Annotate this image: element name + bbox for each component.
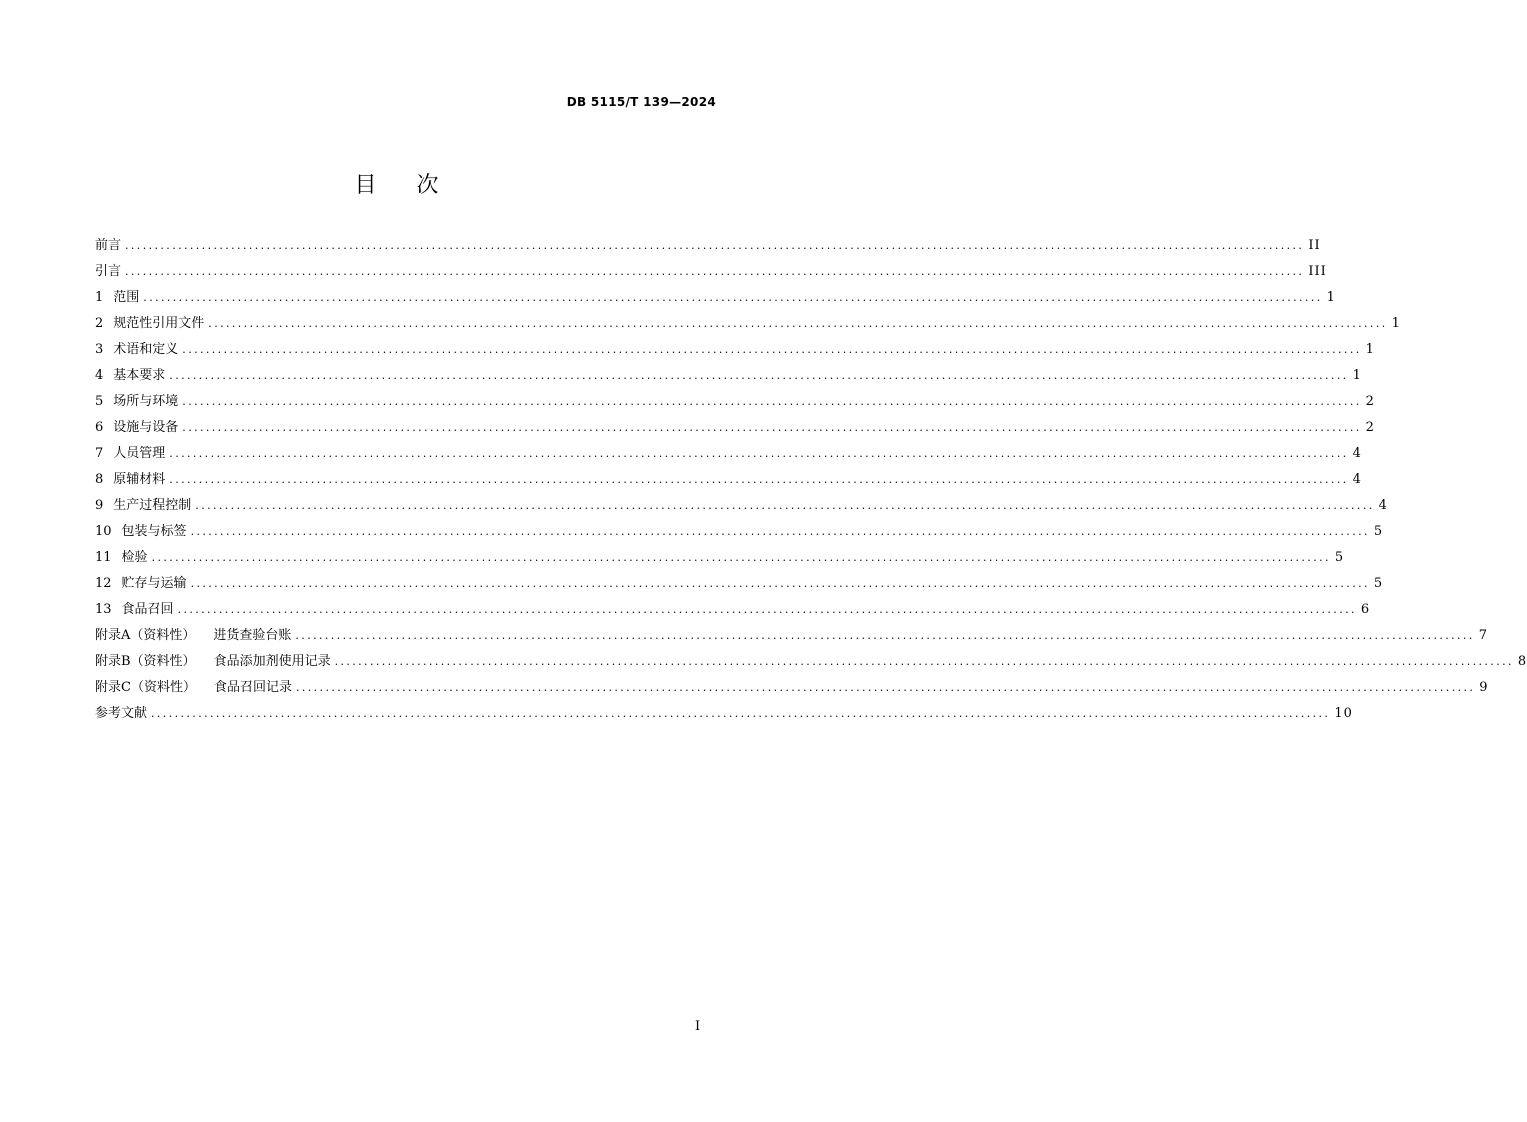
toc-entry-number: 12 xyxy=(95,576,112,591)
toc-entry-number: 6 xyxy=(95,420,104,435)
toc-entry-label xyxy=(95,675,292,701)
toc-entry-label xyxy=(95,337,178,363)
toc-entry-number: 7 xyxy=(95,446,104,461)
toc-entry-title: 术语和定义 xyxy=(113,342,179,357)
toc-entry-page: 6 xyxy=(1360,602,1371,617)
title-part-1: 目 xyxy=(354,173,377,198)
toc-entry-page: 7 xyxy=(1478,628,1489,643)
toc-entry-title: 基本要求 xyxy=(113,368,166,383)
toc-entry-page: 1 xyxy=(1326,290,1336,305)
toc-entry-label xyxy=(95,623,291,649)
toc-entry-page: 10 xyxy=(1334,706,1353,721)
toc-dot-leader: ........................................................................................................................................................................................................ xyxy=(151,707,1331,720)
toc-entry-subtitle: 食品添加剂使用记录 xyxy=(213,654,331,669)
document-code: DB 5115/T 139—2024 xyxy=(566,95,716,109)
toc-dot-leader: ........................................................................................................................................................................................................ xyxy=(182,421,1362,434)
toc-entry-label xyxy=(95,597,174,623)
toc-entry[interactable] xyxy=(95,285,1336,311)
toc-entry-title: 贮存与运输 xyxy=(121,576,187,591)
toc-dot-leader: ........................................................................................................................................................................................................ xyxy=(169,473,1349,486)
toc-entry[interactable] xyxy=(95,467,1362,493)
toc-entry-number: 5 xyxy=(95,394,104,409)
toc-entry[interactable] xyxy=(95,233,1321,259)
toc-entry-label xyxy=(95,519,187,545)
toc-entry[interactable] xyxy=(95,675,1489,701)
toc-entry-number: 3 xyxy=(95,342,104,357)
toc-entry[interactable] xyxy=(95,415,1375,441)
toc-entry[interactable] xyxy=(95,259,1327,285)
toc-dot-leader: ........................................................................................................................................................................................................ xyxy=(190,525,1370,538)
toc-entry-page: 1 xyxy=(1391,316,1401,331)
toc-entry-label xyxy=(95,285,139,311)
toc-entry-number: 13 xyxy=(95,602,112,617)
toc-entry-title: 引言 xyxy=(95,264,122,279)
toc-entry[interactable] xyxy=(95,337,1375,363)
toc-entry[interactable] xyxy=(95,649,1527,675)
toc-entry-label xyxy=(95,389,178,415)
toc-entry-label xyxy=(95,259,121,285)
toc-entry-number: 9 xyxy=(95,498,104,513)
toc-entry-page: 4 xyxy=(1352,472,1362,487)
toc-dot-leader: ........................................................................................................................................................................................................ xyxy=(295,681,1476,694)
toc-entry-page: 1 xyxy=(1365,342,1375,357)
toc-entry-title: 附录B（资料性） xyxy=(95,654,196,669)
toc-entry-number: 2 xyxy=(95,316,104,331)
toc-entry[interactable] xyxy=(95,519,1384,545)
toc-entry-title: 人员管理 xyxy=(113,446,166,461)
toc-dot-leader: ........................................................................................................................................................................................................ xyxy=(125,265,1305,278)
toc-dot-leader: ........................................................................................................................................................................................................ xyxy=(177,603,1357,616)
toc-entry[interactable] xyxy=(95,571,1384,597)
toc-entry-label xyxy=(95,649,331,675)
toc-entry-page: 9 xyxy=(1479,680,1489,695)
toc-entry-page: 2 xyxy=(1365,420,1375,435)
toc-entry[interactable] xyxy=(95,623,1489,649)
toc-entry-page: III xyxy=(1308,264,1327,279)
toc-entry[interactable] xyxy=(95,441,1362,467)
toc-entry-number: 1 xyxy=(95,290,104,305)
toc-entry-page: 8 xyxy=(1517,654,1527,669)
toc-entry-page: 5 xyxy=(1373,576,1384,591)
toc-entry-title: 原辅材料 xyxy=(113,472,166,487)
toc-entry-number: 8 xyxy=(95,472,104,487)
toc-entry-title: 范围 xyxy=(113,290,140,305)
toc-entry-subtitle: 进货查验台账 xyxy=(213,628,292,643)
toc-dot-leader: ........................................................................................................................................................................................................ xyxy=(151,551,1331,564)
page-number: I xyxy=(695,1019,701,1034)
toc-entry[interactable] xyxy=(95,545,1345,571)
toc-dot-leader: ........................................................................................................................................................................................................ xyxy=(143,291,1323,304)
toc-entry[interactable] xyxy=(95,311,1401,337)
toc-dot-leader: ........................................................................................................................................................................................................ xyxy=(125,239,1305,252)
toc-dot-leader: ........................................................................................................................................................................................................ xyxy=(208,317,1388,330)
toc-dot-leader: ........................................................................................................................................................................................................ xyxy=(334,655,1514,668)
toc-entry-label xyxy=(95,363,165,389)
toc-entry-title: 前言 xyxy=(95,238,122,253)
toc-entry-title: 规范性引用文件 xyxy=(113,316,205,331)
toc-entry-page: 5 xyxy=(1373,524,1384,539)
toc-entry-label xyxy=(95,467,165,493)
toc-entry-label xyxy=(95,545,148,571)
toc-entry-title: 食品召回 xyxy=(121,602,174,617)
toc-entry-number: 11 xyxy=(95,550,112,565)
toc-dot-leader: ........................................................................................................................................................................................................ xyxy=(195,499,1375,512)
toc-entry[interactable] xyxy=(95,389,1375,415)
page-title xyxy=(0,168,793,199)
toc-dot-leader: ........................................................................................................................................................................................................ xyxy=(190,577,1370,590)
toc-entry-page: 4 xyxy=(1378,498,1388,513)
toc-entry-subtitle: 食品召回记录 xyxy=(213,680,292,695)
toc-entry[interactable] xyxy=(95,701,1353,727)
toc-entry-title: 附录C（资料性） xyxy=(95,680,196,695)
toc-dot-leader: ........................................................................................................................................................................................................ xyxy=(182,343,1362,356)
toc-entry-title: 包装与标签 xyxy=(121,524,187,539)
toc-entry-title: 场所与环境 xyxy=(113,394,179,409)
toc-dot-leader: ........................................................................................................................................................................................................ xyxy=(169,369,1349,382)
toc-entry-label xyxy=(95,311,204,337)
toc-entry-page: 2 xyxy=(1365,394,1375,409)
title-part-2: 次 xyxy=(416,173,439,198)
table-of-contents xyxy=(95,233,1527,727)
toc-entry-page: II xyxy=(1308,238,1321,253)
toc-entry-page: 5 xyxy=(1334,550,1345,565)
toc-dot-leader: ........................................................................................................................................................................................................ xyxy=(182,395,1362,408)
toc-dot-leader: ........................................................................................................................................................................................................ xyxy=(295,629,1475,642)
toc-entry-page: 4 xyxy=(1352,446,1362,461)
toc-entry-label xyxy=(95,441,165,467)
toc-entry-title: 检验 xyxy=(121,550,148,565)
toc-entry-title: 附录A（资料性） xyxy=(95,628,196,643)
toc-entry[interactable] xyxy=(95,363,1362,389)
toc-entry[interactable] xyxy=(95,597,1371,623)
toc-entry-number: 4 xyxy=(95,368,104,383)
toc-entry-page: 1 xyxy=(1352,368,1362,383)
toc-entry-label xyxy=(95,415,178,441)
toc-entry-label xyxy=(95,571,187,597)
toc-dot-leader: ........................................................................................................................................................................................................ xyxy=(169,447,1349,460)
toc-entry-number: 10 xyxy=(95,524,112,539)
toc-entry-title: 参考文献 xyxy=(95,706,148,721)
toc-entry-label xyxy=(95,233,121,259)
toc-entry-title: 生产过程控制 xyxy=(113,498,192,513)
toc-entry-label xyxy=(95,701,147,727)
toc-entry-title: 设施与设备 xyxy=(113,420,179,435)
toc-entry-label xyxy=(95,493,191,519)
toc-entry[interactable] xyxy=(95,493,1388,519)
